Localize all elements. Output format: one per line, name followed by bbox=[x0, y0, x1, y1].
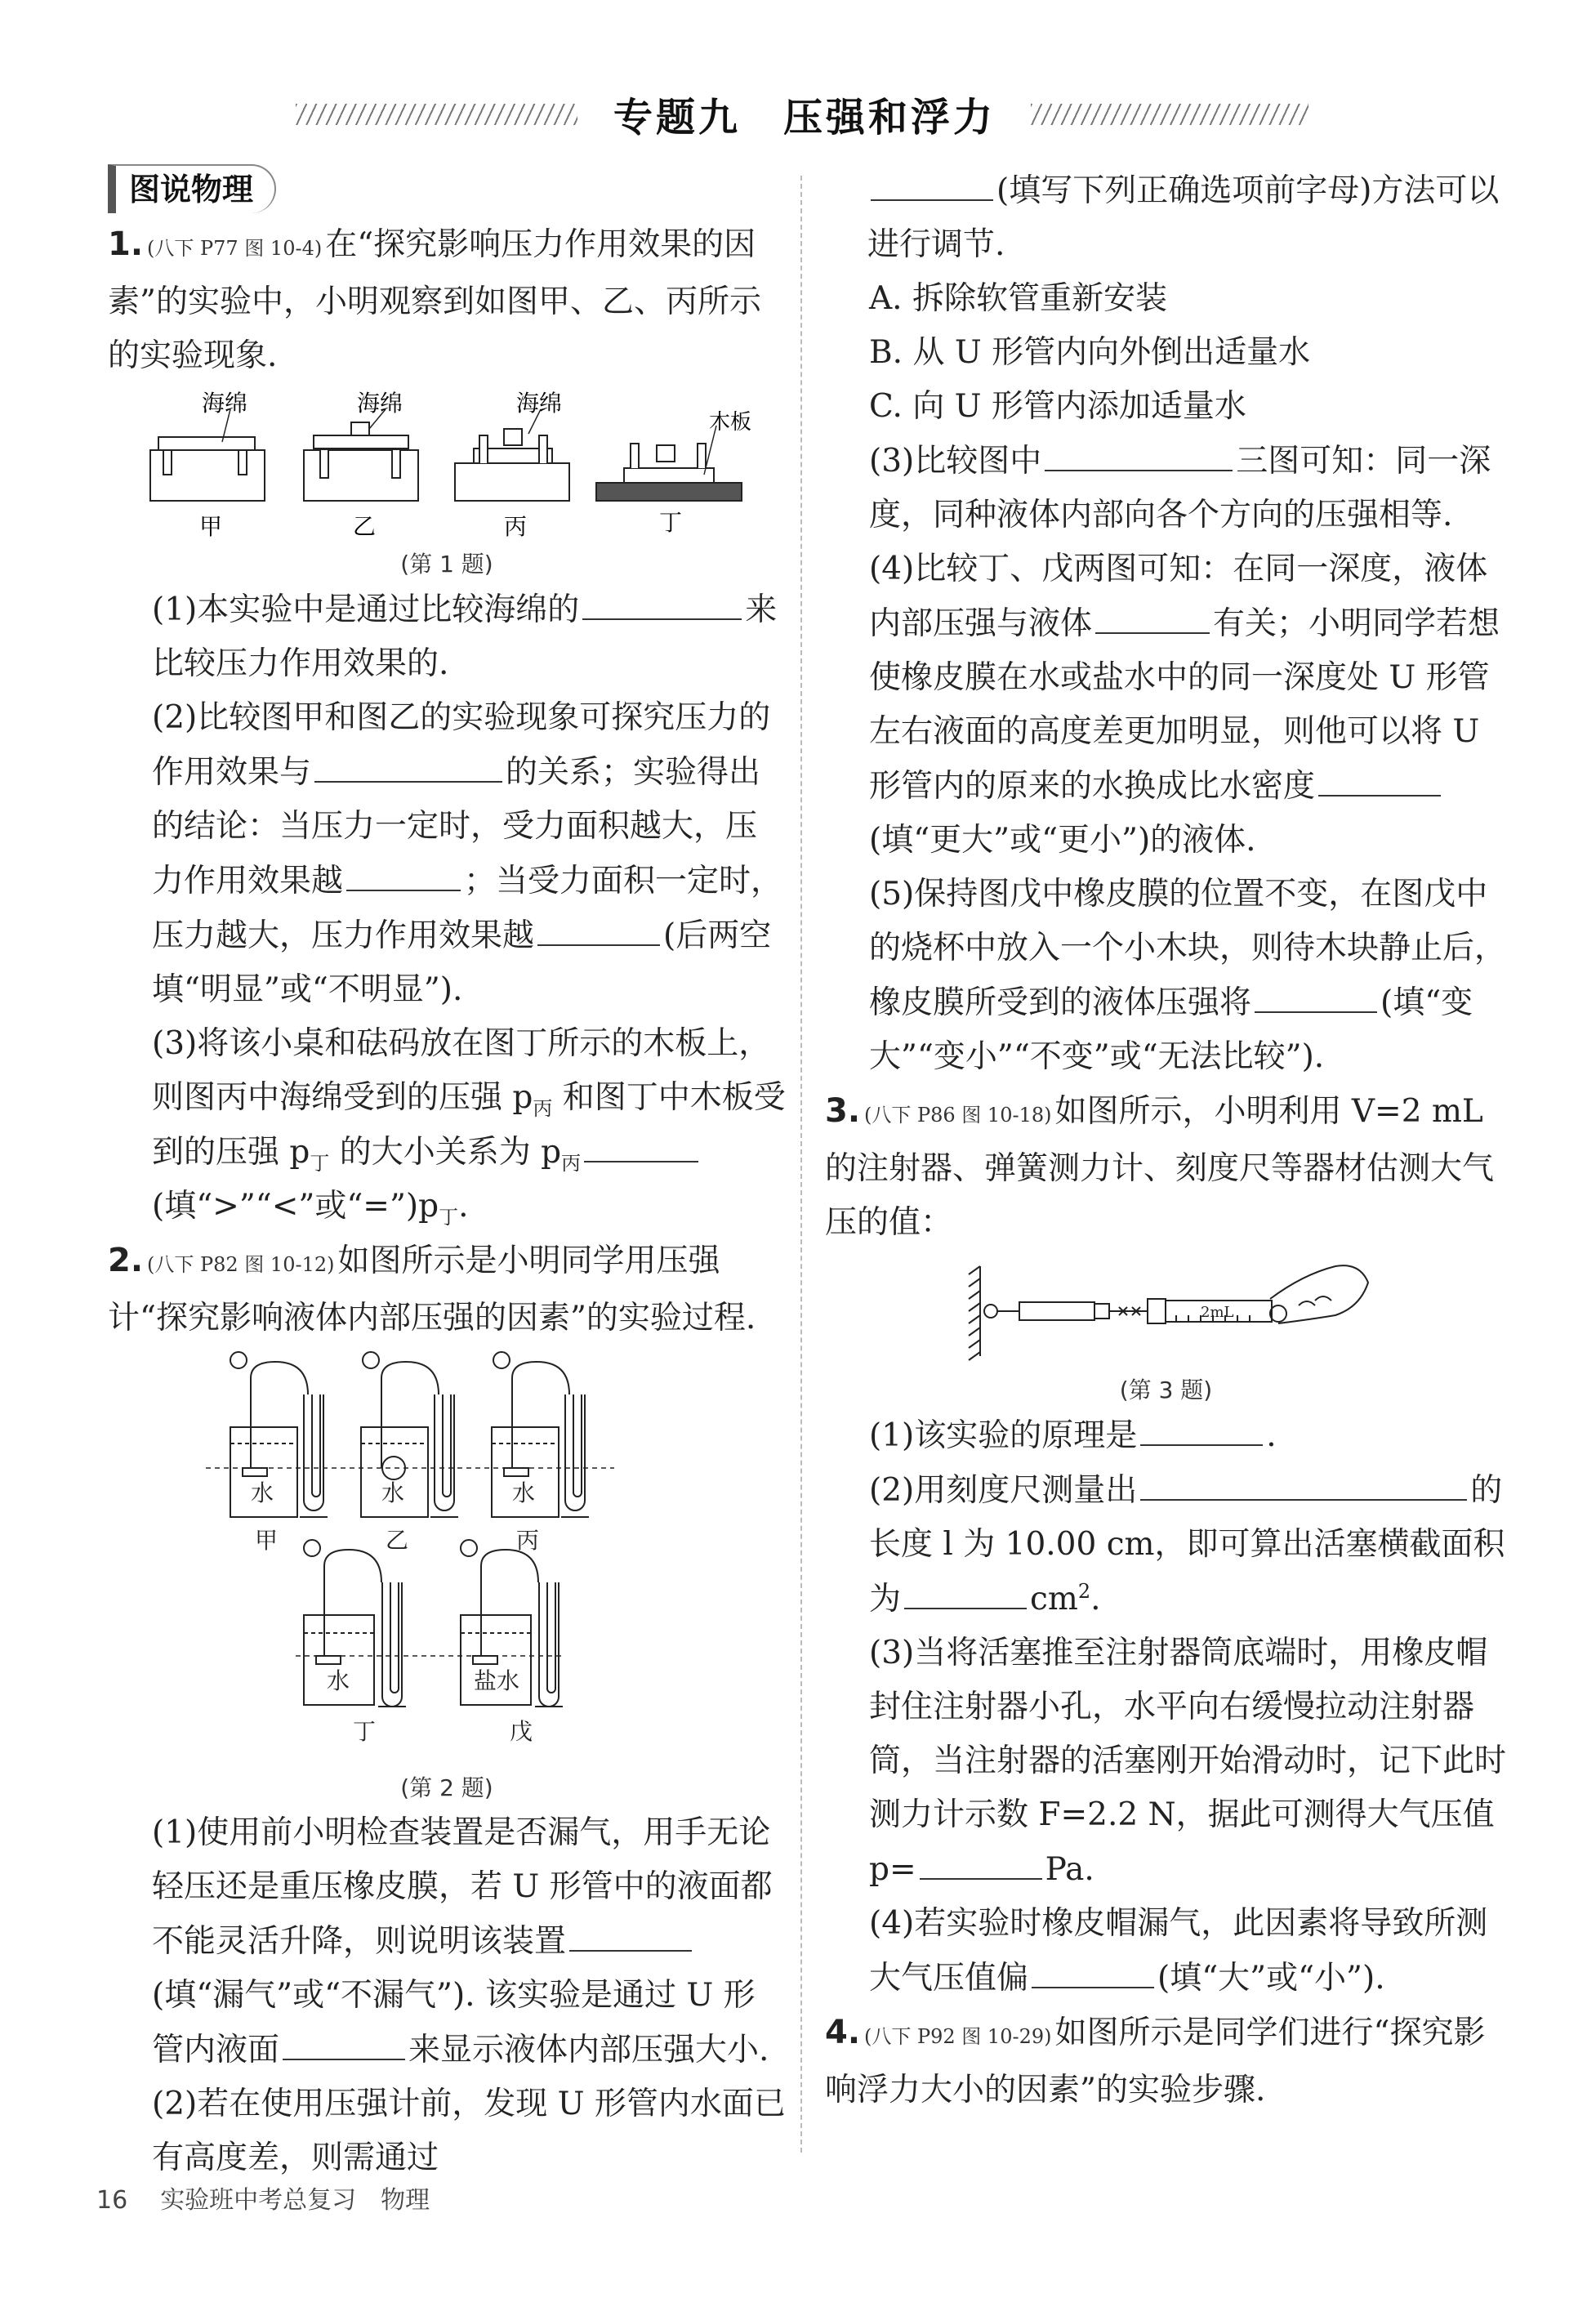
q3-caption: (第 3 题) bbox=[1119, 1377, 1213, 1403]
q2-p3a: (3)比较图中 bbox=[869, 443, 1042, 480]
q3-p2d: . bbox=[1090, 1581, 1101, 1618]
question-4 bbox=[825, 2006, 1507, 2117]
q1-sub-ding-2: 丁 bbox=[439, 1205, 459, 1229]
q1-caption: (第 1 题) bbox=[400, 551, 493, 578]
q4-number: 4. bbox=[825, 2014, 861, 2051]
q3-p2b: 的长度 l 为 10.00 cm，即可算出活塞横截面积为 bbox=[869, 1472, 1505, 1618]
q3-blank-2[interactable] bbox=[1140, 1463, 1467, 1501]
q1-p2d: (后两空填“明显”或“不明显”). bbox=[152, 917, 772, 1008]
q2-name-jia: 甲 bbox=[255, 1527, 279, 1554]
book-title: 实验班中考总复习 物理 bbox=[160, 2186, 430, 2215]
q1-label-sponge-3: 海绵 bbox=[516, 390, 563, 417]
column-divider bbox=[800, 176, 802, 2153]
q3-p2-sup: 2 bbox=[1077, 1580, 1091, 1603]
q3-p2c: cm bbox=[1030, 1581, 1078, 1618]
q1-source: (八下 P77 图 10-4) bbox=[147, 237, 323, 260]
q3-source: (八下 P86 图 10-18) bbox=[864, 1104, 1052, 1127]
q2-name-wu: 戊 bbox=[510, 1718, 533, 1745]
q2-blank-7[interactable] bbox=[1255, 975, 1377, 1013]
q4-stem: 如图所示是同学们进行“探究影响浮力大小的因素”的实验步骤. bbox=[825, 2015, 1486, 2108]
q2-name-bing: 丙 bbox=[516, 1527, 540, 1554]
q2-name-yi: 乙 bbox=[386, 1527, 409, 1554]
q2-water-label-4: 水 bbox=[327, 1667, 350, 1694]
q2-p1c: 来显示液体内部压强大小. bbox=[408, 2032, 769, 2068]
q2-source: (八下 P82 图 10-12) bbox=[147, 1253, 335, 1276]
q1-sub-ding-1: 丁 bbox=[310, 1151, 330, 1175]
q2-p4b: 有关；小明同学若想使橡皮膜在水或盐水中的同一深度处 U 形管左右液面的高度差更加明显，则他可以将 U 形管内的原来的水换成比水密度 bbox=[869, 605, 1500, 805]
q3-p4a: (4)若实验时橡皮帽漏气，此因素将导致所测大气压值偏 bbox=[869, 1905, 1488, 1997]
header-hatch-right bbox=[1031, 104, 1308, 125]
q2-figure bbox=[108, 1345, 786, 1770]
q4-source: (八下 P92 图 10-29) bbox=[864, 2025, 1052, 2048]
q2-p5a: (5)保持图戊中橡皮膜的位置不变，在图戊中的烧杯中放入一个小木块，则待木块静止后，橡皮膜所受到的液体压强将 bbox=[869, 876, 1507, 1021]
q1-label-sponge-1: 海绵 bbox=[202, 390, 248, 417]
header bbox=[0, 78, 1596, 151]
q1-blank-1[interactable] bbox=[582, 582, 742, 620]
q2-name-ding: 丁 bbox=[353, 1718, 377, 1745]
q1-figure bbox=[108, 383, 786, 547]
q1-blank-4[interactable] bbox=[537, 908, 660, 946]
q2-blank-2[interactable] bbox=[283, 2023, 405, 2060]
q1-fig-bing bbox=[455, 390, 569, 540]
q1-blank-5[interactable] bbox=[584, 1125, 698, 1162]
q2-water-label-3: 水 bbox=[512, 1479, 536, 1506]
q2-option-c: C. 向 U 形管内添加适量水 bbox=[869, 388, 1246, 425]
q3-stem: 如图所示，小明利用 V=2 mL 的注射器、弹簧测力计、刻度尺等器材估测大气压的值： bbox=[825, 1093, 1495, 1241]
q1-name-bing: 丙 bbox=[504, 513, 528, 540]
footer bbox=[96, 2180, 430, 2215]
q1-p1a: (1)本实验中是通过比较海绵的 bbox=[152, 591, 580, 628]
header-hatch-left bbox=[296, 104, 577, 125]
q2-blank-1[interactable] bbox=[569, 1914, 692, 1952]
q1-blank-3[interactable] bbox=[346, 854, 461, 891]
q2-salt-label: 盐水 bbox=[474, 1667, 520, 1694]
q2-blank-6[interactable] bbox=[1318, 759, 1441, 796]
question-2 bbox=[108, 1234, 786, 2185]
right-column bbox=[825, 163, 1507, 2117]
page-title: 专题九 压强和浮力 bbox=[613, 95, 996, 141]
q1-sub-bing-2: 丙 bbox=[561, 1151, 582, 1175]
q1-name-yi: 乙 bbox=[353, 513, 377, 540]
q2-p4c: (填“更大”或“更小”)的液体. bbox=[869, 822, 1256, 859]
q2-p2b: (填写下列正确选项前字母)方法可以进行调节. bbox=[867, 172, 1500, 263]
q3-figure bbox=[825, 1250, 1507, 1372]
q1-p2b: 的关系；实验得出的结论：当压力一定时，受力面积越大，压力作用效果越 bbox=[152, 754, 761, 899]
q2-p1a: (1)使用前小明检查装置是否漏气，用手无论轻压还是重压橡皮膜，若 U 形管中的液面都不能灵活升降，则说明该装置 bbox=[152, 1814, 773, 1960]
q3-blank-4[interactable] bbox=[920, 1842, 1042, 1880]
q1-name-ding: 丁 bbox=[659, 509, 683, 536]
q1-fig-ding bbox=[596, 410, 751, 536]
section-tag: 图说物理 bbox=[108, 164, 276, 213]
q1-stem: 在“探究影响压力作用效果的因素”的实验中，小明观察到如图甲、乙、丙所示的实验现象. bbox=[108, 226, 761, 374]
q3-p4b: (填“大”或“小”). bbox=[1157, 1960, 1385, 1997]
question-3 bbox=[825, 1084, 1507, 2006]
q3-syringe-label: 2mL bbox=[1201, 1304, 1234, 1321]
q1-label-sponge-2: 海绵 bbox=[357, 390, 403, 417]
q3-number: 3. bbox=[825, 1092, 861, 1130]
q1-p1b: 来比较压力作用效果的. bbox=[152, 591, 778, 682]
q2-p4a: (4)比较丁、戊两图可知：在同一深度，液体内部压强与液体 bbox=[869, 551, 1488, 642]
q1-p3b: 和图丁中木板受到的压强 p bbox=[152, 1079, 786, 1171]
q3-blank-5[interactable] bbox=[1032, 1951, 1154, 1988]
q2-stem: 如图所示是小明同学用压强计“探究影响液体内部压强的因素”的实验过程. bbox=[108, 1243, 756, 1336]
q2-caption: (第 2 题) bbox=[400, 1774, 493, 1801]
q3-p3a: (3)当将活塞推至注射器筒底端时，用橡皮帽封住注射器小孔，水平向右缓慢拉动注射器筒，当注射器的活塞刚开始滑动时，记下此时测力计示数 F=2.2 N，据此可测得大气压值 p= bbox=[869, 1635, 1507, 1888]
q2-blank-5[interactable] bbox=[1095, 596, 1210, 634]
q1-fig-yi bbox=[304, 390, 418, 540]
q2-p1b: (填“漏气”或“不漏气”). 该实验是通过 U 形管内液面 bbox=[152, 1977, 756, 2068]
q1-sub-bing-1: 丙 bbox=[533, 1096, 553, 1120]
q3-blank-3[interactable] bbox=[904, 1572, 1027, 1609]
q3-p3b: Pa. bbox=[1045, 1851, 1094, 1888]
page-number: 16 bbox=[96, 2186, 128, 2215]
q2-p2a: (2)若在使用压强计前，发现 U 形管内水面已有高度差，则需通过 bbox=[152, 2086, 786, 2176]
q1-number: 1. bbox=[108, 225, 144, 263]
q2-number: 2. bbox=[108, 1242, 144, 1279]
q2-p5b: (填“变大”“变小”“不变”或“无法比较”). bbox=[869, 984, 1473, 1075]
q3-blank-1[interactable] bbox=[1140, 1408, 1263, 1446]
q2-option-a: A. 拆除软管重新安装 bbox=[869, 280, 1167, 317]
q2-water-label-2: 水 bbox=[381, 1479, 405, 1506]
q1-label-board: 木板 bbox=[709, 410, 752, 435]
left-column bbox=[108, 163, 786, 2185]
q1-blank-2[interactable] bbox=[314, 745, 502, 783]
q3-p1b: . bbox=[1266, 1417, 1277, 1454]
q1-p3a: (3)将该小桌和砝码放在图丁所示的木板上，则图丙中海绵受到的压强 p bbox=[152, 1025, 771, 1116]
q3-p2a: (2)用刻度尺测量出 bbox=[869, 1472, 1138, 1509]
q2-p3b: 三图可知：同一深度，同种液体内部向各个方向的压强相等. bbox=[869, 443, 1491, 533]
q3-p1a: (1)该实验的原理是 bbox=[869, 1417, 1138, 1454]
q2-water-label-1: 水 bbox=[251, 1479, 274, 1506]
q2-blank-3[interactable] bbox=[871, 163, 993, 201]
q1-fig-jia bbox=[150, 390, 265, 540]
q1-p3c: 的大小关系为 p bbox=[339, 1134, 562, 1171]
q2-blank-4[interactable] bbox=[1045, 434, 1233, 471]
q1-name-jia: 甲 bbox=[199, 513, 223, 540]
question-1: 1. (八下 P77 图 10-4) 在“探究影响压力作用效果的因素”的实验中，小明观察到如图甲、乙、丙所示的实验现象. 海绵 甲 海绵 乙 海绵 丙 木板 丁 (第 1 题) (1)本实验中是通过比较海绵的 来比较压力作用效果的. (2)比较图甲和图乙的实验现象可探究压力的作用效果与 的关系；实验得出的结论：当压力一定时，受力面积越大，压力作用效果越 ；当受力面积一定时，压力越大，压力作用效果越 (后两空填“明显”或“不明显”). (3)将该小桌和砝码放在图丁所示的木板上，则图丙中海绵受到的压强 $p_丙$ 和图丁中木板受到的压强 $p_丁$ 的大小关系为 $p_丙$ (填“>”“<”或“$=”)p_丁$. bbox=[108, 217, 786, 1234]
q1-p3d: (填“>”“<”或“=”)p bbox=[152, 1188, 439, 1225]
q2-option-b: B. 从 U 形管内向外倒出适量水 bbox=[869, 334, 1311, 371]
q1-p2c: ；当受力面积一定时，压力越大，压力作用效果越 bbox=[152, 863, 783, 954]
q1-p2a: (2)比较图甲和图乙的实验现象可探究压力的作用效果与 bbox=[152, 699, 771, 791]
